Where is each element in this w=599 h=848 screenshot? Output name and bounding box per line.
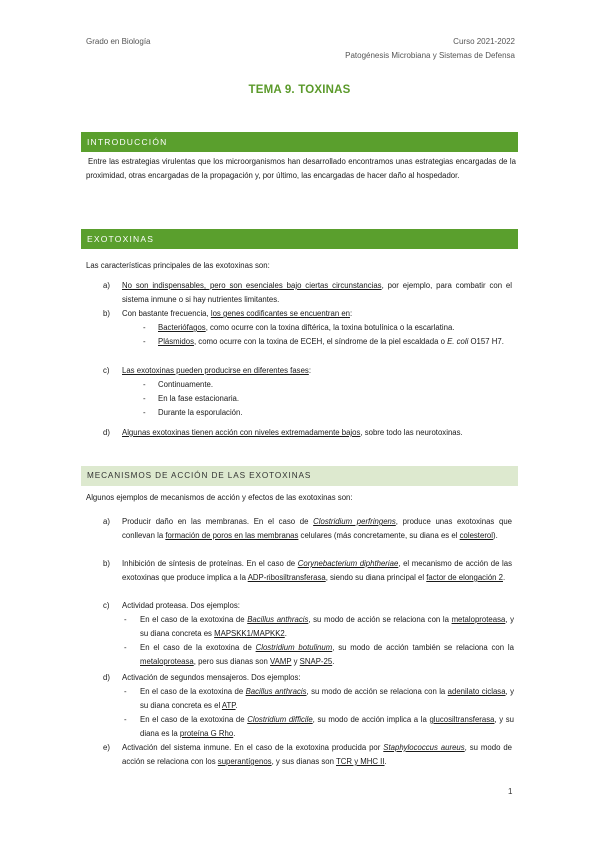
sub-item-fase-1: Continuamente. bbox=[158, 380, 214, 389]
list-item-b: Con bastante frecuencia, los genes codificantes se encuentran en: bbox=[122, 309, 353, 318]
mec-label-e: e) bbox=[103, 743, 110, 752]
bullet: - bbox=[143, 394, 146, 403]
section-heading-mecanismos: MECANISMOS DE ACCIÓN DE LAS EXOTOXINAS bbox=[81, 466, 518, 486]
bullet: - bbox=[124, 643, 127, 652]
mec-item-c: Actividad proteasa. Dos ejemplos: bbox=[122, 601, 240, 610]
header-subject: Patogénesis Microbiana y Sistemas de Defensa bbox=[345, 51, 515, 60]
bullet: - bbox=[124, 687, 127, 696]
list-label-b: b) bbox=[103, 309, 110, 318]
sub-item-plasmidos: Plásmidos, como ocurre con la toxina de ECEH, el síndrome de la piel escaldada o E. coli O157 H7. bbox=[158, 337, 504, 346]
sub-item-fase-3: Durante la esporulación. bbox=[158, 408, 243, 417]
mec-label-a: a) bbox=[103, 517, 110, 526]
page-number: 1 bbox=[508, 787, 513, 796]
bullet: - bbox=[143, 323, 146, 332]
bullet: - bbox=[143, 380, 146, 389]
page-title: TEMA 9. TOXINAS bbox=[248, 84, 351, 96]
list-item-a: No son indispensables, pero son esenciales bajo ciertas circunstancias, por ejemplo, para combatir con el sistema inmune o si hay nutrientes limitantes. bbox=[122, 281, 512, 304]
bullet: - bbox=[143, 408, 146, 417]
section-heading-intro: INTRODUCCIÓN bbox=[81, 132, 518, 152]
mec-item-b: Inhibición de síntesis de proteínas. En el caso de Corynebacterium diphtheriae, el mecanismo de acción de las exotoxinas que produce implica a la ADP-ribosiltransferasa, siendo su diana principal el factor de elongación 2. bbox=[122, 559, 512, 582]
list-label-d: d) bbox=[103, 428, 110, 437]
mecanismos-lead: Algunos ejemplos de mecanismos de acción y efectos de las exotoxinas son: bbox=[86, 493, 353, 502]
section-heading-exotoxinas: EXOTOXINAS bbox=[81, 229, 518, 249]
sub-item-bacteriofagos: Bacteriófagos, como ocurre con la toxina diftérica, la toxina botulínica o la escarlatina. bbox=[158, 323, 455, 332]
mec-sub-d1: En el caso de la exotoxina de Bacillus anthracis, su modo de acción se relaciona con la adenilato ciclasa, y su diana concreta es el ATP. bbox=[140, 687, 515, 710]
header-left: Grado en Biología bbox=[86, 37, 151, 46]
list-label-c: c) bbox=[103, 366, 110, 375]
bullet: - bbox=[124, 615, 127, 624]
list-label-a: a) bbox=[103, 281, 110, 290]
mec-item-e: Activación del sistema inmune. En el caso de la exotoxina producida por Staphylococcus aureus, su modo de acción se relaciona con los superantígenos, y sus dianas son TCR y MHC II. bbox=[122, 743, 512, 766]
mec-label-b: b) bbox=[103, 559, 110, 568]
mec-label-d: d) bbox=[103, 673, 110, 682]
sub-item-fase-2: En la fase estacionaria. bbox=[158, 394, 240, 403]
mec-sub-c1: En el caso de la exotoxina de Bacillus anthracis, su modo de acción se relaciona con la metaloproteasa, y su diana concreta es MAPSKK1/MAPKK2. bbox=[140, 615, 514, 638]
intro-paragraph: Entre las estrategias virulentas que los microorganismos han desarrollado encontramos unas estrategias encargadas de la proximidad, otras encargadas de la propagación y, por último, las encargadas de hacer daño al hospedador. bbox=[86, 157, 516, 180]
list-item-c: Las exotoxinas pueden producirse en diferentes fases: bbox=[122, 366, 311, 375]
mec-item-d: Activación de segundos mensajeros. Dos ejemplos: bbox=[122, 673, 301, 682]
list-item-d: Algunas exotoxinas tienen acción con niveles extremadamente bajos, sobre todo las neurotoxinas. bbox=[122, 428, 463, 437]
bullet: - bbox=[143, 337, 146, 346]
header-course: Curso 2021-2022 bbox=[453, 37, 515, 46]
mec-item-a: Producir daño en las membranas. En el caso de Clostridium perfringens, produce unas exotoxinas que conllevan la formación de poros en las membranas celulares (más concretamente, su diana es el colesterol). bbox=[122, 517, 513, 540]
exotoxinas-lead: Las características principales de las exotoxinas son: bbox=[86, 261, 270, 270]
mec-sub-d2: En el caso de la exotoxina de Clostridium difficile, su modo de acción implica a la glucosiltransferasa, y su diana es la proteína G Rho. bbox=[140, 715, 514, 738]
mec-sub-c2: En el caso de la exotoxina de Clostridium botulinum, su modo de acción también se relaciona con la metaloproteasa, pero sus dianas son VAMP y SNAP-25. bbox=[140, 643, 514, 666]
mec-label-c: c) bbox=[103, 601, 110, 610]
bullet: - bbox=[124, 715, 127, 724]
